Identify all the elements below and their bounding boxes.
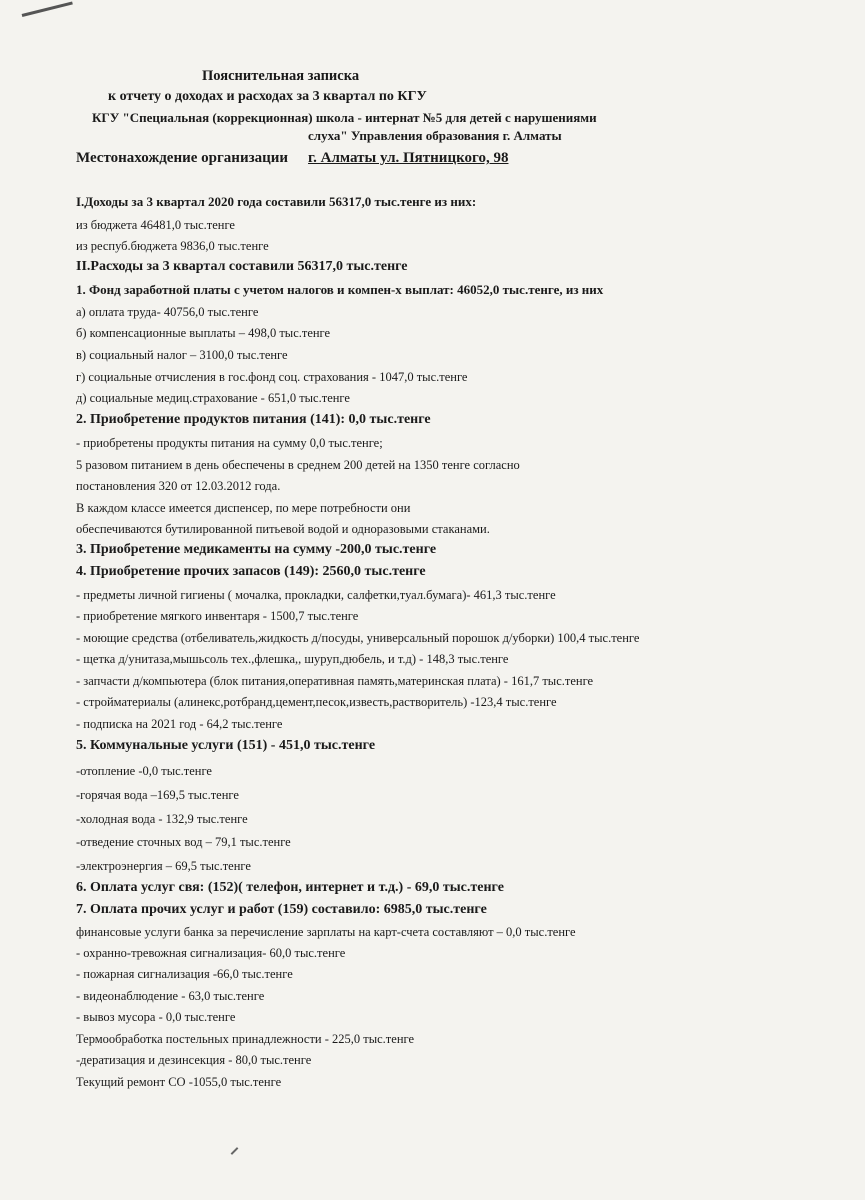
other-services-item: - пожарная сигнализация -66,0 тыс.тенге <box>76 967 293 981</box>
supplies-item: - приобретение мягкого инвентаря - 1500,7 тыс.тенге <box>76 609 359 623</box>
location-line <box>76 150 508 166</box>
income-budget: из бюджета 46481,0 тыс.тенге <box>76 218 235 232</box>
location-label: Местонахождение организации <box>76 150 289 166</box>
utilities-item: -электроэнергия – 69,5 тыс.тенге <box>76 859 251 873</box>
food-line: - приобретены продукты питания на сумму 0,0 тыс.тенге; <box>76 436 383 450</box>
doc-title: Пояснительная записка <box>202 68 360 84</box>
supplies-item: - запчасти д/компьютера (блок питания,оперативная память,материнская плата) - 161,7 тыс.тенге <box>76 674 594 688</box>
food-line: В каждом классе имеется диспенсер, по мере потребности они <box>76 501 411 515</box>
other-services-item: Текущий ремонт СО -1055,0 тыс.тенге <box>76 1075 282 1089</box>
org-line-1: КГУ "Специальная (коррекционная) школа - интернат №5 для детей с нарушениями <box>92 110 597 125</box>
medicine-heading: 3. Приобретение медикаменты на сумму -200,0 тыс.тенге <box>76 542 437 557</box>
supplies-item: - предметы личной гигиены ( мочалка, прокладки, салфетки,туал.бумага)- 461,3 тыс.тенге <box>76 588 556 602</box>
doc-subtitle: к отчету о доходах и расходах за 3 квартал по КГУ <box>108 89 427 104</box>
supplies-item: - моющие средства (отбеливатель,жидкость д/посуды, универсальный порошок д/уборки) 100,4 тыс.тенге <box>76 631 640 645</box>
other-services-item: -дератизация и дезинсекция - 80,0 тыс.тенге <box>76 1053 312 1067</box>
utilities-heading: 5. Коммунальные услуги (151) - 451,0 тыс.тенге <box>76 738 376 753</box>
other-services-item: - охранно-тревожная сигнализация- 60,0 тыс.тенге <box>76 946 346 960</box>
utilities-item: -горячая вода –169,5 тыс.тенге <box>76 788 239 802</box>
supplies-item: - стройматериалы (алинекс,ротбранд,цемент,песок,известь,растворитель) -123,4 тыс.тенге <box>76 695 557 709</box>
other-services-heading: 7. Оплата прочих услуг и работ (159) составило: 6985,0 тыс.тенге <box>76 902 487 917</box>
income-republic-budget: из респуб.бюджета 9836,0 тыс.тенге <box>76 239 269 253</box>
other-services-item: Термообработка постельных принадлежности - 225,0 тыс.тенге <box>76 1032 415 1046</box>
food-line: постановления 320 от 12.03.2012 года. <box>76 479 281 493</box>
food-line: 5 разовом питанием в день обеспечены в среднем 200 детей на 1350 тенге согласно <box>76 458 520 472</box>
utilities-item: -отопление -0,0 тыс.тенге <box>76 764 212 778</box>
payroll-heading: 1. Фонд заработной платы с учетом налогов и компен-х выплат: 46052,0 тыс.тенге, из них <box>76 282 604 297</box>
other-services-item: финансовые услуги банка за перечисление зарплаты на карт-счета составляют – 0,0 тыс.тенге <box>76 925 576 939</box>
supplies-item: - щетка д/унитаза,мышьсоль тех.,флешка,, шуруп,дюбель, и т.д) - 148,3 тыс.тенге <box>76 652 509 666</box>
income-heading: I.Доходы за 3 квартал 2020 года составили 56317,0 тыс.тенге из них: <box>76 194 477 209</box>
utilities-item: -отведение сточных вод – 79,1 тыс.тенге <box>76 835 291 849</box>
org-line-2: слуха" Управления образования г. Алматы <box>308 128 562 143</box>
food-line: обеспечиваются бутилированной питьевой водой и одноразовыми стаканами. <box>76 522 490 536</box>
payroll-item: б) компенсационные выплаты – 498,0 тыс.тенге <box>76 326 331 340</box>
supplies-heading: 4. Приобретение прочих запасов (149): 2560,0 тыс.тенге <box>76 564 426 579</box>
supplies-item: - подписка на 2021 год - 64,2 тыс.тенге <box>76 717 283 731</box>
scan-mark <box>22 1 73 16</box>
other-services-item: - вывоз мусора - 0,0 тыс.тенге <box>76 1010 236 1024</box>
food-heading: 2. Приобретение продуктов питания (141): 0,0 тыс.тенге <box>76 412 431 427</box>
utilities-item: -холодная вода - 132,9 тыс.тенге <box>76 812 248 826</box>
communication-heading: 6. Оплата услуг свя: (152)( телефон, интернет и т.д.) - 69,0 тыс.тенге <box>76 880 504 895</box>
payroll-item: д) социальные медиц.страхование - 651,0 тыс.тенге <box>76 391 350 405</box>
other-services-item: - видеонаблюдение - 63,0 тыс.тенге <box>76 989 265 1003</box>
pen-mark <box>231 1147 239 1155</box>
expenses-heading: II.Расходы за 3 квартал составили 56317,0 тыс.тенге <box>76 259 408 274</box>
payroll-item: г) социальные отчисления в гос.фонд соц. страхования - 1047,0 тыс.тенге <box>76 370 468 384</box>
payroll-item: а) оплата труда- 40756,0 тыс.тенге <box>76 305 259 319</box>
location-address: г. Алматы ул. Пятницкого, 98 <box>308 150 509 166</box>
payroll-item: в) социальный налог – 3100,0 тыс.тенге <box>76 348 288 362</box>
